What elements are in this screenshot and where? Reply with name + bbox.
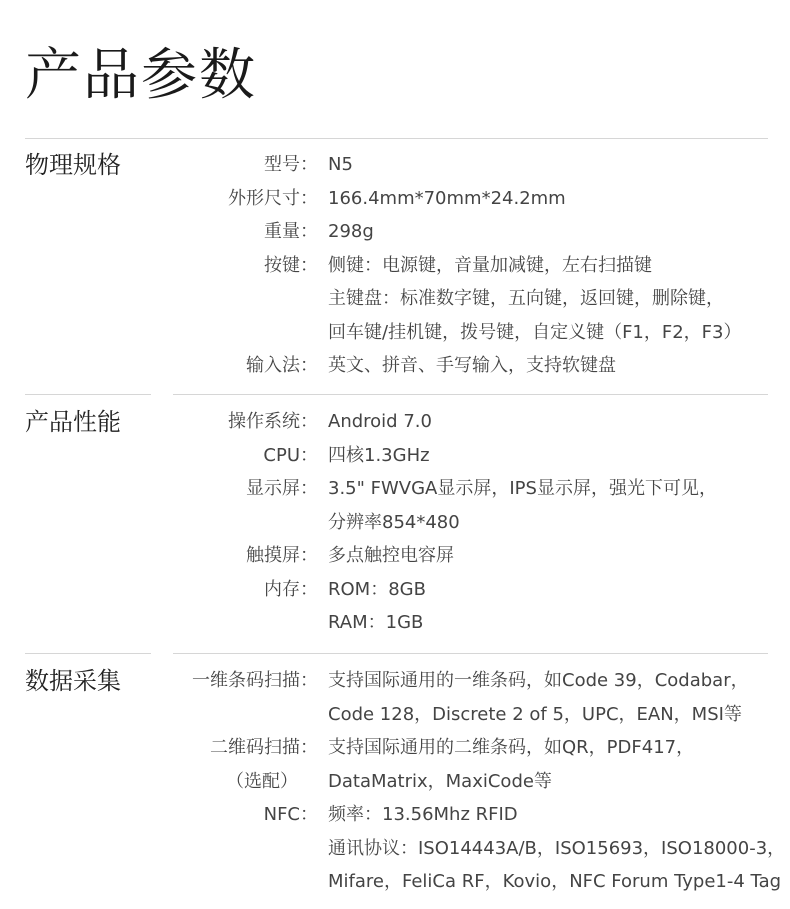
spec-label-note: （选配） [226, 770, 298, 792]
spec-label: NFC： [263, 804, 318, 825]
spec-value [318, 148, 353, 182]
spec-value-line: 166.4mm*70mm*24.2mm [328, 187, 566, 209]
spec-rows [0, 405, 790, 640]
spec-value-line: 英文、拼音、手写输入，支持软键盘 [328, 355, 616, 376]
section-divider [173, 394, 768, 395]
spec-value-line: Code 128，Discrete 2 of 5，UPC，EAN，MSI等 [328, 703, 742, 725]
spec-value [318, 664, 749, 731]
page-title: 产品参数 [25, 43, 257, 108]
section-divider [173, 653, 768, 654]
spec-value-line: 分辨率854*480 [328, 511, 460, 533]
spec-value [318, 573, 426, 640]
section-divider [25, 394, 151, 395]
spec-label: 外形尺寸： [228, 187, 318, 209]
spec-value-line: 支持国际通用的二维条码，如QR，PDF417， [328, 737, 695, 758]
spec-row-display [0, 472, 790, 539]
spec-label: 操作系统： [228, 411, 318, 432]
spec-value [318, 539, 454, 573]
spec-label: 按键： [264, 254, 318, 276]
spec-value-line: 回车键/挂机键，拨号键，自定义键（F1，F2，F3） [328, 321, 742, 343]
spec-row-input-method [0, 349, 790, 383]
spec-value-line: 频率：13.56Mhz RFID [328, 804, 518, 825]
spec-row-memory [0, 573, 790, 640]
spec-label: 型号： [264, 154, 318, 175]
section-title: 数据采集 [25, 667, 121, 695]
spec-label: 一维条码扫描： [192, 670, 318, 691]
spec-value-line: 多点触控电容屏 [328, 545, 454, 566]
spec-label: 重量： [264, 221, 318, 242]
spec-value-line: ROM：8GB [328, 578, 426, 600]
spec-label [0, 731, 318, 798]
spec-row-model [0, 148, 790, 182]
spec-rows [0, 148, 790, 383]
spec-value [318, 349, 616, 383]
spec-value-line: DataMatrix，MaxiCode等 [328, 770, 552, 792]
spec-row-keys [0, 249, 790, 350]
spec-value-line: 支持国际通用的一维条码，如Code 39，Codabar， [328, 670, 749, 691]
title-divider [25, 138, 768, 139]
spec-value-line: RAM：1GB [328, 612, 424, 633]
spec-label: 输入法： [246, 355, 318, 376]
spec-value-line: N5 [328, 154, 353, 175]
spec-row-nfc [0, 798, 790, 899]
spec-value [318, 472, 717, 539]
spec-label-line: 二维码扫描： [210, 737, 318, 758]
spec-label: 触摸屏： [246, 545, 318, 566]
spec-value-line: 298g [328, 221, 374, 242]
section-title: 物理规格 [25, 151, 121, 179]
spec-value-line: 通讯协议：ISO14443A/B，ISO15693，ISO18000-3， [328, 837, 786, 859]
spec-row-touchscreen [0, 539, 790, 573]
section-title: 产品性能 [25, 408, 121, 436]
spec-value [318, 249, 741, 350]
spec-value [318, 215, 374, 249]
spec-row-2d-barcode [0, 731, 790, 798]
spec-value [318, 405, 432, 439]
spec-value-line: 四核1.3GHz [328, 444, 430, 466]
spec-rows [0, 664, 790, 899]
spec-row-os [0, 405, 790, 439]
spec-value [318, 798, 785, 899]
spec-label: CPU： [263, 444, 318, 466]
spec-value [318, 439, 430, 473]
spec-value [318, 731, 694, 798]
section-divider [25, 653, 151, 654]
spec-value-line: Mifare，FeliCa RF，Kovio，NFC Forum Type1-4 Tag [328, 871, 782, 892]
spec-value [318, 182, 566, 216]
spec-row-1d-barcode [0, 664, 790, 731]
spec-value-line: 主键盘：标准数字键，五向键，返回键，删除键， [328, 288, 724, 309]
spec-row-cpu [0, 439, 790, 473]
spec-row-dimensions [0, 182, 790, 216]
spec-value-line: 3.5" FWVGA显示屏，IPS显示屏，强光下可见， [328, 478, 717, 499]
spec-label: 显示屏： [246, 478, 318, 499]
spec-row-weight [0, 215, 790, 249]
spec-label: 内存： [264, 578, 318, 600]
spec-value-line: Android 7.0 [328, 411, 432, 432]
spec-value-line: 侧键：电源键，音量加减键，左右扫描键 [328, 254, 652, 276]
